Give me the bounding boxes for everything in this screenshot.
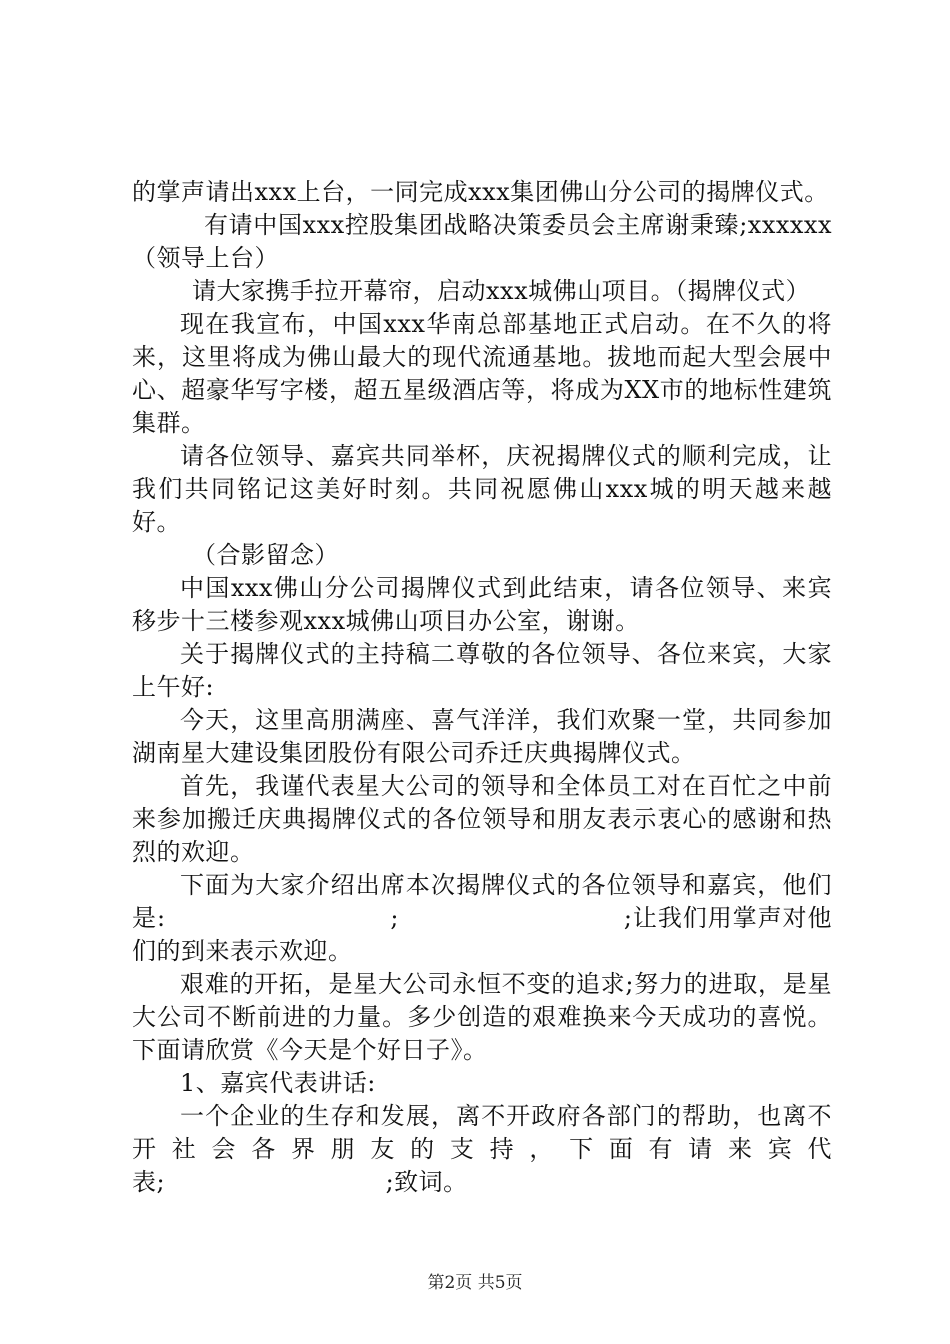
paragraph-3: 请大家携手拉开幕帘，启动xxx城佛山项目。（揭牌仪式） [192,277,811,305]
paragraph-10: 首先，我谨代表星大公司的领导和全体员工对在百忙之中前来参加搬迁庆典揭牌仪式的各位领导和朋友表示衷心的感谢和热烈的欢迎。 [132,772,832,866]
paragraph-1: 的掌声请出xxx上台，一同完成xxx集团佛山分公司的揭牌仪式。 [132,178,829,206]
paragraph-7: 中国xxx佛山分公司揭牌仪式到此结束，请各位领导、来宾移步十三楼参观xxx城佛山项目办公室，谢谢。 [132,574,832,635]
paragraph-13: 1、嘉宾代表讲话: [180,1069,376,1097]
paragraph-11: 下面为大家介绍出席本次揭牌仪式的各位领导和嘉宾，他们是: ; ;让我们用掌声对他们的到来表示欢迎。 [132,871,832,965]
paragraph-6: （合影留念） [192,541,339,569]
paragraph-4: 现在我宣布，中国xxx华南总部基地正式启动。在不久的将来，这里将成为佛山最大的现代流通基地。拔地而起大型会展中心、超豪华写字楼，超五星级酒店等，将成为XX市的地标性建筑集群。 [132,310,832,437]
paragraph-12: 艰难的开拓，是星大公司永恒不变的追求;努力的进取，是星大公司不断前进的力量。多少创造的艰难换来今天成功的喜悦。下面请欣赏《今天是个好日子》。 [132,970,832,1064]
paragraph-5: 请各位领导、嘉宾共同举杯，庆祝揭牌仪式的顺利完成，让我们共同铭记这美好时刻。共同祝愿佛山xxx城的明天越来越好。 [132,442,832,536]
paragraph-2: 有请中国xxx控股集团战略决策委员会主席谢秉臻;xxxxxx（领导上台） [132,211,832,272]
page-footer: 第2页 共5页 [427,1273,523,1293]
paragraph-9: 今天，这里高朋满座、喜气洋洋，我们欢聚一堂，共同参加湖南星大建设集团股份有限公司乔迁庆典揭牌仪式。 [132,706,832,767]
document-body [132,176,832,1199]
paragraph-8: 关于揭牌仪式的主持稿二尊敬的各位领导、各位来宾，大家上午好: [132,640,832,701]
paragraph-14: 一个企业的生存和发展，离不开政府各部门的帮助，也离不开社会各界朋友的支持，下面有请来宾代表; ;致词。 [132,1102,832,1196]
